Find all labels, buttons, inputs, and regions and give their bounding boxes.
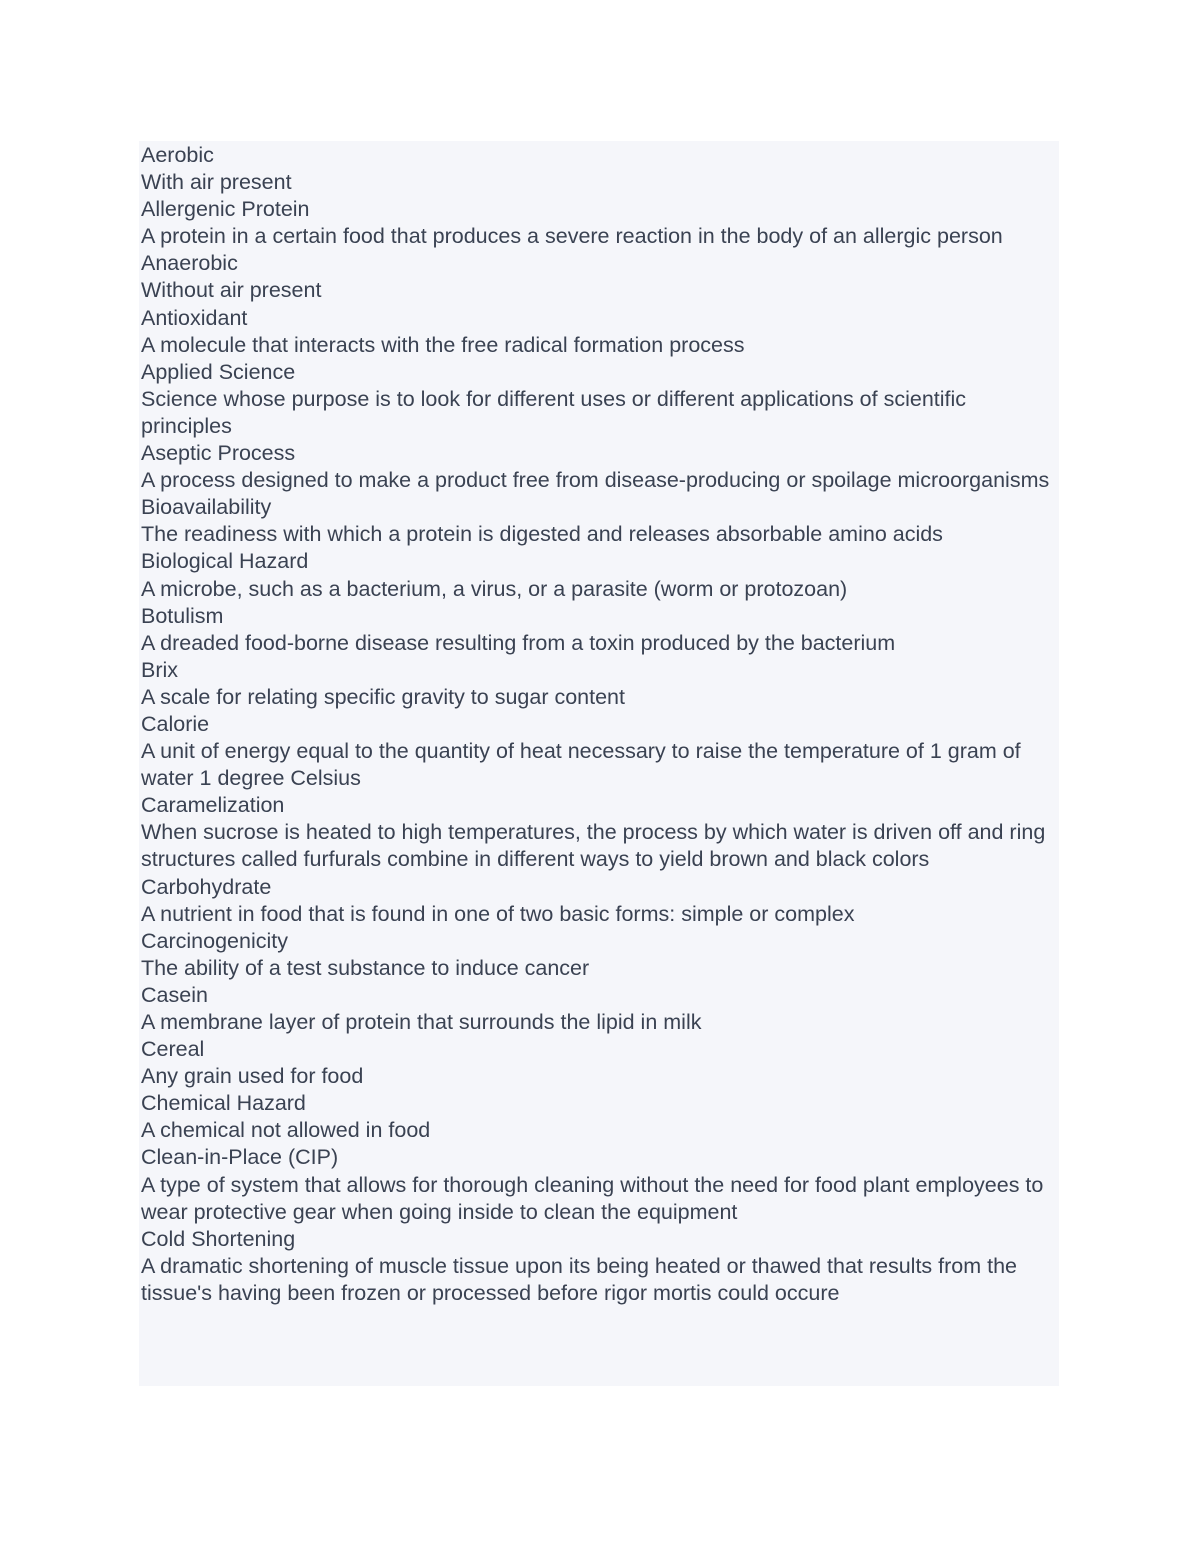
glossary-entry [141,1226,1059,1307]
glossary-entry [141,250,1059,304]
glossary-entry [141,1036,1059,1090]
glossary-definition: A process designed to make a product free from disease-producing or spoilage microorganisms [141,468,1050,493]
glossary-term: Brix [141,657,179,682]
glossary-definition: A dreaded food-borne disease resulting from a toxin produced by the bacterium [141,630,896,655]
glossary-list [139,141,1059,1386]
glossary-term: Clean-in-Place (CIP) [141,1145,339,1170]
glossary-term: Aseptic Process [141,441,296,466]
glossary-entry [141,1090,1059,1144]
glossary-term: Carcinogenicity [141,928,288,953]
glossary-entry [141,603,1059,657]
glossary-term: Allergenic Protein [141,197,310,222]
glossary-definition: A unit of energy equal to the quantity of heat necessary to raise the temperature of 1 gram of water 1 degree Celsius [141,739,1021,791]
glossary-definition: Any grain used for food [141,1064,364,1089]
glossary-term: Calorie [141,711,210,736]
glossary-term: Cereal [141,1037,205,1062]
glossary-term: Biological Hazard [141,549,309,574]
glossary-entry [141,359,1059,440]
glossary-definition: A scale for relating specific gravity to sugar content [141,684,625,709]
glossary-term: Applied Science [141,359,296,384]
glossary-entry [141,982,1059,1036]
glossary-entry [141,440,1059,494]
glossary-entry [141,305,1059,359]
glossary-entry [141,548,1059,602]
glossary-term: Cold Shortening [141,1226,296,1251]
glossary-entry [141,657,1059,711]
glossary-definition: A chemical not allowed in food [141,1118,431,1143]
glossary-entry [141,494,1059,548]
glossary-definition: Without air present [141,278,322,303]
glossary-term: Anaerobic [141,251,238,276]
glossary-term: Antioxidant [141,305,248,330]
glossary-term: Aerobic [141,143,214,167]
glossary-term: Chemical Hazard [141,1091,306,1116]
glossary-entry [141,711,1059,792]
glossary-entry [141,874,1059,928]
glossary-definition: With air present [141,170,292,195]
glossary-definition: A microbe, such as a bacterium, a virus, or a parasite (worm or protozoan) [141,576,848,601]
glossary-entry [141,142,1059,196]
glossary-definition: The ability of a test substance to induce cancer [141,955,590,980]
glossary-term: Casein [141,982,208,1007]
glossary-term: Caramelization [141,793,285,818]
glossary-definition: Science whose purpose is to look for different uses or different applications of scientific principles [141,386,967,438]
glossary-entry [141,928,1059,982]
glossary-definition: The readiness with which a protein is digested and releases absorbable amino acids [141,522,943,547]
glossary-definition: A type of system that allows for thorough cleaning without the need for food plant employees to wear protective gear when going inside to clean the equipment [141,1172,1044,1224]
glossary-definition: A dramatic shortening of muscle tissue upon its being heated or thawed that results from the tissue's having been frozen or processed before rigor mortis could occure [141,1253,1018,1305]
glossary-entry [141,792,1059,873]
glossary-entry [141,1144,1059,1225]
glossary-definition: A molecule that interacts with the free radical formation process [141,332,745,357]
glossary-term: Carbohydrate [141,874,272,899]
glossary-entry [141,196,1059,250]
glossary-definition: A protein in a certain food that produces a severe reaction in the body of an allergic person [141,224,1003,249]
glossary-definition: A nutrient in food that is found in one of two basic forms: simple or complex [141,901,855,926]
glossary-term: Botulism [141,603,224,628]
glossary-term: Bioavailability [141,495,272,520]
glossary-definition: A membrane layer of protein that surrounds the lipid in milk [141,1010,702,1034]
glossary-definition: When sucrose is heated to high temperatures, the process by which water is driven off and ring structures called furfurals combine in different ways to yield brown and black colors [141,820,1046,872]
